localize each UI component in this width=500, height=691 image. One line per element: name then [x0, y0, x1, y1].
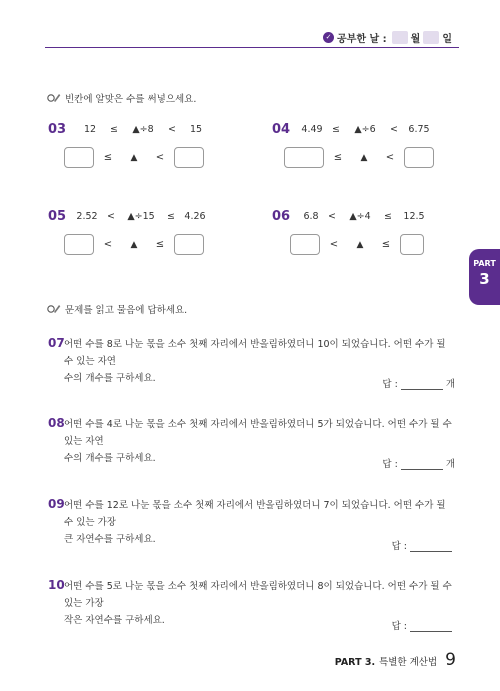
ans-op2: < [155, 152, 165, 163]
expr-op2: < [390, 124, 398, 135]
ans-op1: ≤ [103, 152, 113, 163]
page-footer [335, 650, 456, 670]
problem-06-answer [290, 234, 424, 255]
problem-number: 08 [48, 416, 65, 430]
problem-text-line1: 어떤 수를 12로 나눈 몫을 소수 첫째 자리에서 반올림하였더니 7이 되었습니다. 어떤 수가 될 수 있는 가장 [64, 500, 446, 528]
answer-label: 답 : [382, 459, 398, 470]
check-icon: ✓ [323, 32, 334, 43]
study-date [323, 30, 452, 45]
part-side-tab [469, 249, 500, 305]
footer-part: PART 3. [334, 657, 376, 668]
side-tab-label: PART [473, 259, 496, 268]
pencil-icon [47, 92, 61, 104]
expr-op2: < [168, 124, 176, 135]
problem-text-line2: 큰 자연수를 구하세요. [64, 534, 156, 545]
expr-middle: ▲÷15 [127, 211, 155, 222]
expr-left: 2.52 [76, 211, 98, 222]
answer-blank[interactable] [401, 379, 443, 390]
instruction-text: 빈칸에 알맞은 수를 써넣으세요. [65, 94, 197, 105]
answer-box-right[interactable] [174, 234, 204, 255]
answer-blank[interactable] [401, 459, 443, 470]
study-date-label: 공부한 날 : [337, 34, 387, 45]
expr-right: 6.75 [408, 124, 430, 135]
problem-number: 06 [272, 209, 291, 224]
ans-op1: ≤ [333, 152, 343, 163]
answer-label: 답 : [391, 541, 407, 552]
answer-box-left[interactable] [290, 234, 320, 255]
answer-label: 답 : [391, 621, 407, 632]
answer-box-left[interactable] [284, 147, 324, 168]
problem-04-answer [284, 147, 434, 168]
expr-op2: ≤ [167, 211, 175, 222]
expr-right: 15 [189, 124, 203, 135]
problem-09-answer [392, 538, 455, 552]
day-unit: 일 [442, 34, 452, 45]
expr-middle: ▲÷6 [354, 124, 376, 135]
problem-text-line2: 작은 자연수를 구하세요. [64, 615, 165, 626]
problem-number: 09 [48, 497, 65, 511]
ans-op2: < [385, 152, 395, 163]
problem-04-expression [272, 122, 434, 137]
ans-op2: ≤ [155, 239, 165, 250]
expr-left: 12 [83, 124, 97, 135]
problem-number: 05 [48, 209, 67, 224]
problem-text-line2: 수의 개수를 구하세요. [64, 373, 156, 384]
expr-right: 4.26 [184, 211, 206, 222]
page-number: 9 [445, 650, 456, 670]
answer-blank[interactable] [410, 541, 452, 552]
answer-blank[interactable] [410, 621, 452, 632]
answer-box-right[interactable] [174, 147, 204, 168]
problem-10-answer [392, 618, 455, 632]
problem-text-line2: 수의 개수를 구하세요. [64, 453, 156, 464]
answer-label: 답 : [382, 379, 398, 390]
footer-title: 특별한 계산법 [379, 657, 438, 668]
month-box[interactable] [392, 31, 408, 44]
instruction-text: 문제를 읽고 물음에 답하세요. [65, 305, 188, 316]
expr-right: 12.5 [403, 211, 425, 222]
expr-op2: ≤ [384, 211, 392, 222]
problem-number: 10 [48, 578, 65, 592]
answer-box-right[interactable] [400, 234, 424, 255]
answer-box-right[interactable] [404, 147, 434, 168]
triangle-icon: ▲ [360, 152, 368, 163]
ans-op2: ≤ [381, 239, 391, 250]
expr-op1: ≤ [110, 124, 118, 135]
problem-06-expression [272, 209, 430, 224]
problem-07-answer [382, 376, 455, 390]
answer-box-left[interactable] [64, 147, 94, 168]
section-a-instruction [47, 91, 196, 105]
section-b-instruction [47, 302, 187, 316]
problem-text-line1: 어떤 수를 5로 나눈 몫을 소수 첫째 자리에서 반올림하였더니 8이 되었습니다. 어떤 수가 될 수 있는 가장 [64, 581, 452, 609]
expr-left: 6.8 [303, 211, 319, 222]
header-divider [45, 47, 459, 48]
problem-08-answer [382, 456, 455, 470]
day-box[interactable] [423, 31, 439, 44]
problem-number: 04 [272, 122, 291, 137]
pencil-icon [47, 303, 61, 315]
problem-05-expression [48, 209, 210, 224]
answer-box-left[interactable] [64, 234, 94, 255]
expr-middle: ▲÷8 [132, 124, 154, 135]
answer-unit: 개 [445, 459, 455, 470]
triangle-icon: ▲ [356, 239, 364, 250]
ans-op1: < [329, 239, 339, 250]
expr-op1: < [328, 211, 336, 222]
expr-middle: ▲÷4 [349, 211, 371, 222]
problem-number: 07 [48, 336, 65, 350]
problem-text-line1: 어떤 수를 8로 나눈 몫을 소수 첫째 자리에서 반올림하였더니 10이 되었습니다. 어떤 수가 될 수 있는 자연 [64, 339, 446, 367]
triangle-icon: ▲ [130, 152, 138, 163]
ans-op1: < [103, 239, 113, 250]
problem-03-answer [64, 147, 204, 168]
expr-left: 4.49 [301, 124, 323, 135]
problem-number: 03 [48, 122, 67, 137]
expr-op1: < [107, 211, 115, 222]
problem-05-answer [64, 234, 204, 255]
month-unit: 월 [410, 34, 421, 45]
expr-op1: ≤ [332, 124, 340, 135]
answer-unit: 개 [445, 379, 455, 390]
triangle-icon: ▲ [130, 239, 138, 250]
problem-text-line1: 어떤 수를 4로 나눈 몫을 소수 첫째 자리에서 반올림하였더니 5가 되었습니다. 어떤 수가 될 수 있는 자연 [64, 419, 452, 447]
side-tab-number: 3 [479, 270, 490, 288]
problem-03-expression [48, 122, 210, 137]
